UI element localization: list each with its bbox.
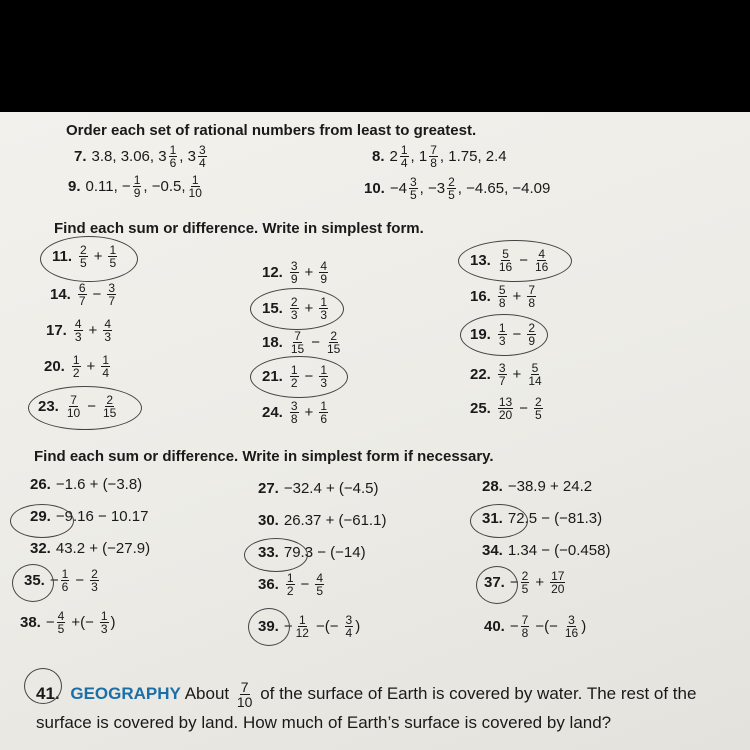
fraction: $\frac{7}{15}$	[290, 329, 305, 356]
fraction: $\frac{1}{10}$	[188, 173, 202, 200]
fraction: $\frac{4}{5}$	[57, 609, 65, 636]
problem-21: 21. $\frac{1}{2}$ − $\frac{1}{3}$	[262, 363, 327, 390]
fraction: $\frac{1}{9}$	[133, 173, 141, 200]
problem-27: 27. −32.4 + (−4.5)	[258, 480, 379, 497]
fraction: $\frac{2}{3}$	[91, 567, 98, 594]
fraction: $\frac{7}{8}$	[430, 143, 437, 170]
problem-20: 20. $\frac{1}{2}$ + $\frac{1}{4}$	[44, 353, 109, 380]
fraction: $\frac{3}{16}$	[564, 613, 579, 640]
pen-circle-mark	[458, 240, 572, 282]
problem-18: 18. $\frac{7}{15}$ − $\frac{2}{15}$	[262, 329, 341, 356]
problem-26: 26. −1.6 + (−3.8)	[30, 476, 143, 493]
problem-33: 33. 79.3 − (−14)	[258, 544, 366, 561]
section-heading-simplest-form: Find each sum or difference. Write in simplest form.	[54, 220, 424, 237]
problem-39: 39. − $\frac{1}{12}$ −(− $\frac{3}{4}$ )	[258, 613, 361, 640]
geography-tag: GEOGRAPHY	[70, 684, 181, 703]
fraction: $\frac{1}{3}$	[100, 609, 108, 636]
fraction: $\frac{2}{5}$	[448, 175, 455, 202]
fraction: $\frac{2}{3}$	[290, 295, 298, 322]
fraction: $\frac{7}{8}$	[528, 283, 535, 310]
problem-14: 14. $\frac{6}{7}$ − $\frac{3}{7}$	[50, 281, 115, 308]
fraction: $\frac{2}{9}$	[528, 321, 535, 348]
problem-41: 41. GEOGRAPHY About $\frac{7}{10}$ of the surface of Earth is covered by water. The rest of the surface is covered by land. How much of Earth’s surface is covered by land?	[36, 679, 697, 733]
fraction: $\frac{7}{10}$	[236, 679, 253, 711]
fraction: $\frac{4}{16}$	[534, 247, 549, 274]
pen-circle-mark	[40, 236, 138, 282]
fraction: $\frac{1}{5}$	[109, 243, 117, 270]
problem-19: 19. $\frac{1}{3}$ − $\frac{2}{9}$	[470, 321, 535, 348]
fraction: $\frac{1}{2}$	[290, 363, 298, 390]
pen-circle-mark	[460, 314, 548, 356]
fraction: $\frac{1}{2}$	[72, 353, 80, 380]
fraction: $\frac{1}{2}$	[286, 571, 294, 598]
fraction: $\frac{6}{7}$	[78, 281, 86, 308]
pen-circle-mark	[250, 288, 344, 330]
fraction: $\frac{3}{5}$	[409, 175, 417, 202]
problem-7: 7. 3.8, 3.06, 3 $\frac{1}{6}$ , 3 $\frac{3}{4}$	[74, 143, 206, 170]
fraction: $\frac{2}{15}$	[102, 393, 117, 420]
fraction: $\frac{1}{3}$	[320, 295, 327, 322]
problem-12: 12. $\frac{3}{9}$ + $\frac{4}{9}$	[262, 259, 327, 286]
problem-8: 8. 2 $\frac{1}{4}$ , 1 $\frac{7}{8}$ , 1.75, 2.4	[372, 143, 507, 170]
fraction: $\frac{4}{9}$	[320, 259, 327, 286]
problem-22: 22. $\frac{3}{7}$ + $\frac{5}{14}$	[470, 361, 542, 388]
fraction: $\frac{17}{20}$	[551, 569, 565, 596]
problem-40: 40. − $\frac{7}{8}$ −(− $\frac{3}{16}$ )	[484, 613, 587, 640]
problem-17: 17. $\frac{4}{3}$ + $\frac{4}{3}$	[46, 317, 111, 344]
problem-29: 29. −9.16 − 10.17	[30, 508, 149, 525]
fraction: $\frac{2}{5}$	[80, 243, 87, 270]
fraction: $\frac{3}{4}$	[198, 143, 206, 170]
fraction: $\frac{1}{3}$	[498, 321, 506, 348]
pen-circle-mark	[476, 566, 518, 604]
fraction: $\frac{2}{5}$	[534, 395, 542, 422]
problem-10: 10. −4 $\frac{3}{5}$ , −3 $\frac{2}{5}$ , −4.65, −4.09	[364, 175, 551, 202]
fraction: $\frac{13}{20}$	[498, 395, 513, 422]
fraction: $\frac{7}{8}$	[521, 613, 529, 640]
problem-23: 23. $\frac{7}{10}$ − $\frac{2}{15}$	[38, 393, 117, 420]
problem-31: 31. 72.5 − (−81.3)	[482, 510, 603, 527]
pen-circle-mark	[248, 608, 290, 646]
problem-37: 37. − $\frac{2}{5}$ + $\frac{17}{20}$	[484, 569, 565, 596]
problem-30: 30. 26.37 + (−61.1)	[258, 512, 387, 529]
problem-16: 16. $\frac{5}{8}$ + $\frac{7}{8}$	[470, 283, 535, 310]
problem-25: 25. $\frac{13}{20}$ − $\frac{2}{5}$	[470, 395, 542, 422]
fraction: $\frac{4}{3}$	[104, 317, 111, 344]
problem-38: 38. − $\frac{4}{5}$ +(− $\frac{1}{3}$ )	[20, 609, 116, 636]
fraction: $\frac{1}{6}$	[169, 143, 177, 170]
problem-15: 15. $\frac{2}{3}$ + $\frac{1}{3}$	[262, 295, 327, 322]
problem-32: 32. 43.2 + (−27.9)	[30, 540, 151, 557]
fraction: $\frac{3}{7}$	[498, 361, 506, 388]
problem-11: 11. $\frac{2}{5}$ + $\frac{1}{5}$	[52, 243, 117, 270]
fraction: $\frac{1}{4}$	[102, 353, 109, 380]
fraction: $\frac{4}{5}$	[316, 571, 323, 598]
fraction: $\frac{3}{8}$	[290, 399, 298, 426]
pen-circle-mark	[470, 504, 528, 538]
problem-24: 24. $\frac{3}{8}$ + $\frac{1}{6}$	[262, 399, 327, 426]
problem-36: 36. $\frac{1}{2}$ − $\frac{4}{5}$	[258, 571, 323, 598]
fraction: $\frac{1}{6}$	[320, 399, 327, 426]
pen-circle-mark	[244, 538, 308, 572]
fraction: $\frac{3}{4}$	[345, 613, 353, 640]
problem-28: 28. −38.9 + 24.2	[482, 478, 593, 495]
fraction: $\frac{4}{3}$	[74, 317, 82, 344]
fraction: $\frac{3}{7}$	[108, 281, 115, 308]
section-heading-order: Order each set of rational numbers from least to greatest.	[66, 122, 477, 139]
fraction: $\frac{7}{10}$	[66, 393, 81, 420]
pen-circle-mark	[12, 564, 54, 602]
fraction: $\frac{1}{4}$	[400, 143, 408, 170]
textbook-page	[0, 112, 750, 750]
pen-circle-mark	[250, 356, 348, 398]
fraction: $\frac{1}{6}$	[61, 567, 69, 594]
pen-circle-mark	[28, 386, 142, 430]
pen-circle-mark	[24, 668, 62, 704]
fraction: $\frac{5}{14}$	[528, 361, 542, 388]
fraction: $\frac{5}{16}$	[498, 247, 513, 274]
problem-9: 9. 0.11, − $\frac{1}{9}$ , −0.5, $\frac{1}{10}$	[68, 173, 202, 200]
fraction: $\frac{5}{8}$	[498, 283, 506, 310]
fraction: $\frac{2}{5}$	[521, 569, 529, 596]
problem-34: 34. 1.34 − (−0.458)	[482, 542, 611, 559]
problem-13: 13. $\frac{5}{16}$ − $\frac{4}{16}$	[470, 247, 549, 274]
fraction: $\frac{1}{3}$	[320, 363, 327, 390]
problem-35: 35. − $\frac{1}{6}$ − $\frac{2}{3}$	[24, 567, 98, 594]
section-heading-if-necessary: Find each sum or difference. Write in simplest form if necessary.	[34, 448, 494, 465]
fraction: $\frac{1}{12}$	[295, 613, 309, 640]
fraction: $\frac{2}{15}$	[326, 329, 341, 356]
pen-circle-mark	[10, 504, 74, 538]
fraction: $\frac{3}{9}$	[290, 259, 298, 286]
